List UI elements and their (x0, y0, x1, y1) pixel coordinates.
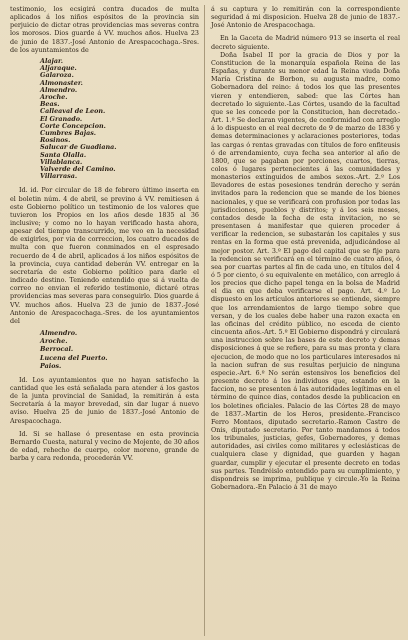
town-item: Salucar de Guadiana. (40, 143, 117, 152)
town-item: Villarrasa. (40, 172, 78, 181)
left-para-4: Id. Si se hallase ó presentase en esta provincia Bernardo Cuesta, natural y vecino de Mojente, de 30 años de edad, rehecho de cuerpo, color moreno, grande de barba y cara redonda, procederán VV. (10, 429, 199, 463)
left-column (10, 5, 204, 636)
town-item: Paios. (40, 361, 62, 370)
left-para-2: Id. id. Por circular de 18 de febrero último inserta en el boletin núm. 4 de abril, se previno á VV. remitiesen á este Gobierno político un testimonio de los valores que tuvieron los Propios en los años desde 1835 al 36 inclusive; y como no lo hayan verificado hasta ahora, apesar del tiempo transcurrido, me veo en la necesidad de exigirles, por via de correccion, los cuatro ducados de multa con que fueron conminados en el espresado recuerdo de 4 de abril, aplicados á los niños espósitos de la provincia, cuya cantidad deberán VV. entregar en la secretaría de este Gobierno político para darle el indicado destino. Teniendo entendido que si á vuelta de correo no envian el referido testimonio, dictaré otras providencias mas severas para conseguirlo. Dios guarde á VV. muchos años. Huelva 23 de junio de 1837.-José Antonio de Arespacochaga.-Sres. de los ayuntamientos del (10, 186, 199, 325)
town-item: Cumbres Bajas. (40, 128, 97, 137)
town-item: Alajar. (40, 56, 63, 65)
town-item: Almendro. (40, 85, 78, 94)
town-item: Galaroza. (40, 71, 74, 80)
town-item: Aroche. (40, 92, 68, 101)
town-item: Valverde del Camino. (40, 164, 116, 173)
town-item: Aroche. (40, 337, 68, 346)
right-column (204, 5, 400, 636)
town-item: Lucena del Puerto. (40, 353, 108, 362)
town-item: Santa Olalla. (40, 150, 87, 159)
town-item: Beas. (40, 100, 60, 109)
town-list-1 (40, 58, 199, 180)
two-column-layout (10, 5, 400, 636)
town-item: Calleaval de Leon. (40, 107, 106, 116)
right-para-1: á su captura y lo remitirán con la correspondiente seguridad á mi disposicion. Huelva 28 de junio de 1837.-José Antonio de Arespacochaga. (211, 5, 400, 30)
right-para-2: En la Gaceta de Madrid número 913 se inserta el real decreto siguiente. (211, 34, 400, 51)
left-para-3: Id. Los ayuntamientos que no hayan satisfecho la cantidad que les está señalada para atender á los gastos de la junta provincial de Sanidad, la remitirán á esta Secretaría á la mayor brevedad, sin dar lugar á nuevo aviso. Huelva 25 de junio de 1837.-José Antonio de Arespacochaga. (10, 375, 199, 425)
town-item: Berrocal. (40, 345, 74, 354)
town-list-2 (40, 329, 199, 370)
town-item: Villablanca. (40, 157, 83, 166)
town-item: Almonaster. (40, 78, 83, 87)
left-para-1: testimonio, los ecsigirá contra ducados de multa aplicados á los niños espósitos de la provincia sin perjuicio de dictar otras providencias mas severas contra los morosos. Dios guarde á VV. muchos años. Huelva 23 de junio de 1837.-José Antonio de Arespacochaga.-Sres. de los ayuntamientos de (10, 5, 199, 54)
town-item: Corte Concepcion. (40, 121, 106, 130)
town-item: Rosinos. (40, 136, 71, 145)
town-item: Almendro. (40, 329, 78, 338)
right-para-3: Doña Isabel II por la gracia de Dios y por la Constitucion de la monarquía española Reina de las Españas, y durante su menor edad la Reina viuda Doña María Cristina de Borbon, su augusta madre, como Gobernadora del reino: á todos los que las presentes vieren y entendieren, sabed: que las Córtes han decretado lo siguiente.-Las Córtes, usando de la facultad que se les concede por la Constitucion, han decretado.-Art. 1.º Se declaran vigentes, de conformidad con arreglo á lo dispuesto en el real decreto de 9 de marzo de 1836 y demas determinaciones y aclaraciones posteriores, todas las cargas ó rentas gravadas con títulos de foro enfiteusis ó de arrendamiento, cuya fecha sea anterior al año de 1800, que se pagaban por porciones, cuartos, tierras, colos ó lugares pertenecientes á las comunidades y monasterios extinguidos de ambos sexos.-Art. 2.º Los llevadores de estas posesiones tendrán derecho y serán invitados para la redencion que se mande de los bienes nacionales, y que se verificará con profusion por todas las jurisdicciones, pueblos y distritos; y á los seis meses, contados desde la fecha de esta invitacion, no se presentasen á manifestar que quieren proceder á verificar la redencion, se subastarán los capitales y sus rentas en la forma que está prevenida, adjudicándose al mejor postor. Art. 3.º El pago del capital que se fije para la redencion se verificará en el término de cuatro años, ó sea por cuartas partes al fin de cada uno, en títulos del 4 ó 5 por ciento, ó su equivalente en metálico, con arreglo á los precios que dicho papel tenga en la bolsa de Madrid el dia en que deba verificarse el pago. Art. 4.º Lo dispuesto en los artículos anteriores se entiende, siempre que los arrendamientos de largo tiempo sobre que versan, y de los cuales debe haber una razon exacta en las oficinas del crédito público, no esceda de ciento cincuenta años.-Art. 5.º El Gobierno dispondrá y circulará una instruccion sobre las bases de este decreto y demas disposiciones á que se refiere, para su mas pronta y clara ejecucion, de modo que no los particulares interesados ni la nacion sufran de sus resultas perjuicio de ninguna especie.-Art. 6.º No serán estensivos los beneficios del presente decreto á los individuos que, estando en la faccion, no se presenten á las autoridades legítimas en el término de quince dias, contados desde la publicacion en los boletines oficiales. Palacio de las Córtes 28 de mayo de 1837.-Martin de los Heros, presidente.-Francisco Ferro Montaos, diputado secretario.-Ramon Castro de Onis, diputado secretario. Por tanto mandamos á todos los tribunales, justicias, gefes, Gobernadores, y demas autoridades, asi civiles como militares y eclesiásticas de cualquiera clase y dignidad, que guarden y hagan guardar, cumplir y ejecutar el presente decreto en todas sus partes. Tendréislo entendido para su cumplimiento, y dispondreis se imprima, publique y circule.-Yo la Reina Gobernadora.-En Palacio á 31 de mayo (211, 50, 400, 492)
town-item: Aljaraque. (40, 64, 77, 73)
town-item: El Granado. (40, 114, 83, 123)
